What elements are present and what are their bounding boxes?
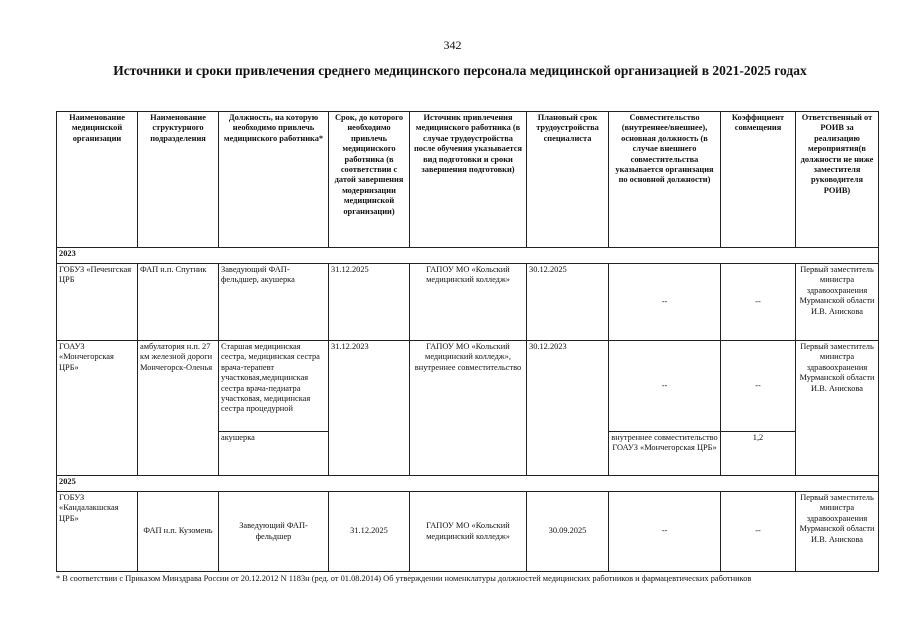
cell-responsible: Первый заместитель министра здравоохранения Мурманской области И.В. Анискова	[796, 341, 879, 476]
cell-planned: 30.09.2025	[527, 492, 609, 572]
cell-position: Заведующий ФАП- фельдшер	[219, 492, 329, 572]
cell-source: ГАПОУ МО «Кольский медицинский колледж»	[410, 492, 527, 572]
cell-combination: --	[609, 264, 721, 341]
year-label: 2025	[57, 476, 879, 492]
cell-unit: амбулатория н.п. 27 км железной дороги Мончегорск-Оленья	[138, 341, 219, 476]
table-row	[57, 264, 879, 341]
header-cell-unit: Наименование структурного подразделения	[138, 112, 219, 248]
cell-combination: внутреннее совместительство ГОАУЗ «Мончегорская ЦРБ»	[609, 432, 721, 476]
cell-planned: 30.12.2023	[527, 341, 609, 476]
cell-position: Старшая медицинская сестра, медицинская сестра врача-терапевт участковая,медицинская сестра врача-педиатра участковая, медицинская сестра процедурной	[219, 341, 329, 432]
page-title: Источники и сроки привлечения среднего медицинского персонала медицинской организацией в 2021-2025 годах	[113, 63, 807, 78]
year-label: 2023	[57, 248, 879, 264]
cell-unit: ФАП н.п. Спутник	[138, 264, 219, 341]
header-cell-planned: Плановый срок трудоустройства специалиста	[527, 112, 609, 248]
cell-responsible: Первый заместитель министра здравоохранения Мурманской области И.В. Анискова	[796, 264, 879, 341]
cell-coefficient: --	[721, 264, 796, 341]
header-cell-source: Источник привлечения медицинского работника (в случае трудоустройства после обучения указывается вид подготовки и сроки завершения подготовки)	[410, 112, 527, 248]
cell-coefficient: --	[721, 341, 796, 432]
staffing-table	[56, 111, 879, 572]
cell-deadline: 31.12.2025	[329, 264, 410, 341]
table-row	[57, 341, 879, 432]
cell-source: ГАПОУ МО «Кольский медицинский колледж», внутреннее совместительство	[410, 341, 527, 476]
cell-org: ГОБУЗ «Печенгская ЦРБ	[57, 264, 138, 341]
table-row	[57, 492, 879, 572]
cell-deadline: 31.12.2023	[329, 341, 410, 476]
header-cell-combination: Совместительство (внутреннее/внешнее), основная должность (в случае внешнего совместительства указывается организация по основной должности)	[609, 112, 721, 248]
cell-source: ГАПОУ МО «Кольский медицинский колледж»	[410, 264, 527, 341]
year-row-2023	[57, 248, 879, 264]
header-cell-position: Должность, на которую необходимо привлечь медицинского работника*	[219, 112, 329, 248]
cell-combination: --	[609, 492, 721, 572]
cell-coefficient: 1,2	[721, 432, 796, 476]
cell-org: ГОАУЗ «Мончегорская ЦРБ»	[57, 341, 138, 476]
cell-position: Заведующий ФАП- фельдшер, акушерка	[219, 264, 329, 341]
cell-position: акушерка	[219, 432, 329, 476]
cell-coefficient: --	[721, 492, 796, 572]
header-cell-responsible: Ответственный от РОИВ за реализацию мероприятия(в должности не ниже заместителя руководителя РОИВ)	[796, 112, 879, 248]
cell-deadline: 31.12.2025	[329, 492, 410, 572]
header-cell-deadline: Срок, до которого необходимо привлечь медицинского работника (в соответствии с датой завершения модернизации медицинской организации)	[329, 112, 410, 248]
cell-unit: ФАП н.п. Кузомень	[138, 492, 219, 572]
footnote: * В соответствии с Приказом Минздрава России от 20.12.2012 N 1183н (ред. от 01.08.2014) Об утверждении номенклатуры должностей медицинских работников и фармацевтических работников	[56, 574, 752, 583]
cell-combination: --	[609, 341, 721, 432]
header-cell-org: Наименование медицинской организации	[57, 112, 138, 248]
header-cell-coefficient: Коэффициент совмещения	[721, 112, 796, 248]
header-row	[57, 112, 879, 248]
year-row-2025	[57, 476, 879, 492]
cell-org: ГОБУЗ «Кандалакшская ЦРБ»	[57, 492, 138, 572]
cell-planned: 30.12.2025	[527, 264, 609, 341]
cell-responsible: Первый заместитель министра здравоохранения Мурманской области И.В. Анискова	[796, 492, 879, 572]
page-number: 342	[443, 38, 462, 52]
